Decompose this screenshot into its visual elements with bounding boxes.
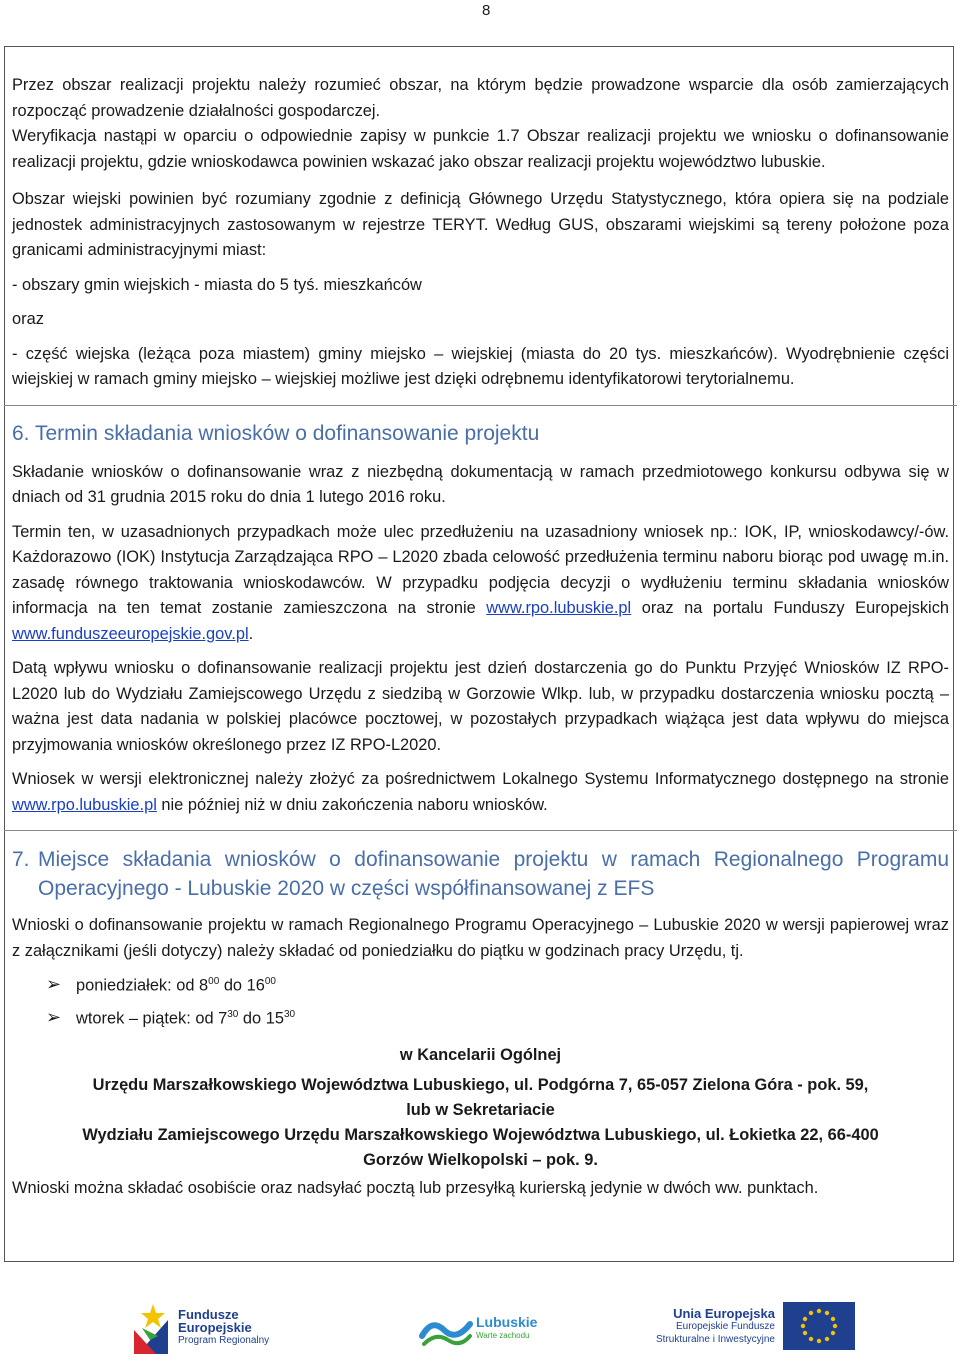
intro-paragraph-3: Obszar wiejski powinien być rozumiany zgodnie z definicją Głównego Urzędu Statystycznego, która opiera się na podziale jednostek administracyjnych zastosowanym w rejestrze TERYT. Według GUS, obszarami wiejskimi są tereny położone poza granicami administracyjnymi miast: bbox=[12, 190, 949, 259]
section-7-title: Miejsce składania wniosków o dofinansowanie projektu w ramach Regionalnego Programu Operacyjnego - Lubuskie 2020 w części współfinansowanej z EFS bbox=[38, 848, 949, 900]
section-7-paragraph-1: Wnioski o dofinansowanie projektu w ramach Regionalnego Programu Operacyjnego – Lubuskie 2020 w wersji papierowej wraz z załącznikami (jeśli dotyczy) należy składać od poniedziałku do piątku w godzinach pracy Urzędu, tj. bbox=[12, 916, 949, 960]
section-6-paragraph-4: Wniosek w wersji elektronicznej należy złożyć za pośrednictwem Lokalnego Systemu Informatycznego dostępnego na stronie www.rpo.lubuskie.pl nie później niż w dniu zakończenia naboru wniosków. bbox=[12, 770, 949, 814]
section-6-heading: 6. Termin składania wniosków o dofinansowanie projektu bbox=[12, 421, 540, 445]
list-item-hours-2: ➢ wtorek – piątek: od $7^{30}$ do $15^{30}$ bbox=[46, 1007, 296, 1028]
intro-paragraph-2: Weryfikacja nastąpi w oparciu o odpowiednie zapisy w punkcie 1.7 Obszar realizacji projektu we wniosku o dofinansowanie realizacji projektu, gdzie wnioskodawca powinien wskazać jako obszar realizacji projektu województwo lubuskie. bbox=[12, 127, 949, 171]
unia-europejska-logo: Unia Europejska Europejskie Fundusze Strukturalne i Inwestycyjne bbox=[656, 1302, 855, 1350]
intro-paragraph-1: Przez obszar realizacji projektu należy rozumieć obszar, na którym będzie prowadzone wsparcie dla osób zamierzających rozpocząć prowadzenie działalności gospodarczej. bbox=[12, 76, 949, 120]
arrow-bullet-icon: ➢ bbox=[46, 973, 62, 994]
lubuskie-wave-icon bbox=[418, 1308, 474, 1350]
fe-star-icon bbox=[134, 1300, 172, 1354]
section-7-number: 7. bbox=[12, 848, 30, 871]
fundusze-europejskie-logo: Fundusze Europejskie Program Regionalny bbox=[134, 1300, 269, 1354]
section-6-paragraph-2: Termin ten, w uzasadnionych przypadkach może ulec przedłużeniu na uzasadniony wniosek np.: IOK, IP, wnioskodawcy/-ów. Każdorazowo (IOK) Instytucja Zarządzająca RPO – L2020 zbada celowość przedłużenia terminu naboru biorąc pod uwagę m.in. zasadę równego traktowania wnioskodawców. W przypadku podjęcia decyzji o wydłużeniu terminu składania wniosków informacja na ten temat zostanie zamieszczona na stronie www.rpo.lubuskie.pl oraz na portalu Funduszy Europejskich www.funduszeeuropejskie.gov.pl. bbox=[12, 522, 950, 643]
section-6-paragraph-1: Składanie wniosków o dofinansowanie wraz z niezbędną dokumentacją w ramach przedmiotowego konkursu odbywa się w dniach od 31 grudnia 2015 roku do dnia 1 lutego 2016 roku. bbox=[12, 462, 949, 506]
page-number: 8 bbox=[482, 2, 491, 19]
address-sekretariat: lub w Sekretariacie bbox=[406, 1100, 555, 1119]
eu-flag-icon bbox=[783, 1302, 855, 1350]
section-7-heading bbox=[12, 845, 949, 903]
address-line-3: Gorzów Wielkopolski – pok. 9. bbox=[363, 1150, 598, 1169]
intro-list-item-2: - część wiejska (leżąca poza miastem) gminy miejsko – wiejskiej (miasta do 20 tys. mieszkańców). Wyodrębnienie części wiejskiej w ramach gminy miejsko – wiejskiej możliwe jest dzięki odrębnemu identyfikatorowi terytorialnemu. bbox=[12, 344, 949, 388]
link-rpo-lubuskie[interactable]: www.rpo.lubuskie.pl bbox=[486, 599, 632, 617]
intro-list-item-1: - obszary gmin wiejskich - miasta do 5 tyś. mieszkańców bbox=[12, 275, 422, 294]
arrow-bullet-icon: ➢ bbox=[46, 1007, 62, 1028]
address-kancelaria: w Kancelarii Ogólnej bbox=[399, 1045, 562, 1064]
section-7-paragraph-last: Wnioski można składać osobiście oraz nadsyłać pocztą lub przesyłką kurierską jedynie w dwóch ww. punktach. bbox=[12, 1178, 819, 1197]
footer-logos bbox=[0, 1296, 960, 1362]
address-line-1: Urzędu Marszałkowskiego Województwa Lubuskiego, ul. Podgórna 7, 65-057 Zielona Góra - pok. 59, bbox=[92, 1075, 869, 1094]
intro-oraz: oraz bbox=[12, 310, 44, 328]
link-rpo-lubuskie-2[interactable]: www.rpo.lubuskie.pl bbox=[12, 795, 157, 814]
divider bbox=[4, 405, 957, 406]
document-body bbox=[12, 73, 949, 1201]
link-fundusze-europejskie[interactable]: www.funduszeeuropejskie.gov.pl bbox=[12, 624, 249, 643]
lubuskie-logo: Lubuskie Warte zachodu bbox=[418, 1308, 537, 1350]
section-6-paragraph-3: Datą wpływu wniosku o dofinansowanie realizacji projektu jest dzień dostarczenia go do Punktu Przyjęć Wniosków IZ RPO-L2020 lub do Wydziału Zamiejscowego Urzędu z siedzibą w Gorzowie Wlkp. lub, w przypadku dostarczenia wniosku pocztą – ważna jest data nadania w polskiej placówce pocztowej, w pozostałych przypadkach wiążąca jest data wpływu do miejsca przyjmowania wniosków określonego przez IZ RPO-L2020. bbox=[12, 659, 949, 754]
address-line-2: Wydziału Zamiejscowego Urzędu Marszałkowskiego Województwa Lubuskiego, ul. Łokietka 22, 66-400 bbox=[82, 1125, 879, 1144]
list-item-hours-1: ➢ poniedziałek: od $8^{00}$ do $16^{00}$ bbox=[46, 973, 276, 995]
divider-2 bbox=[4, 830, 957, 831]
